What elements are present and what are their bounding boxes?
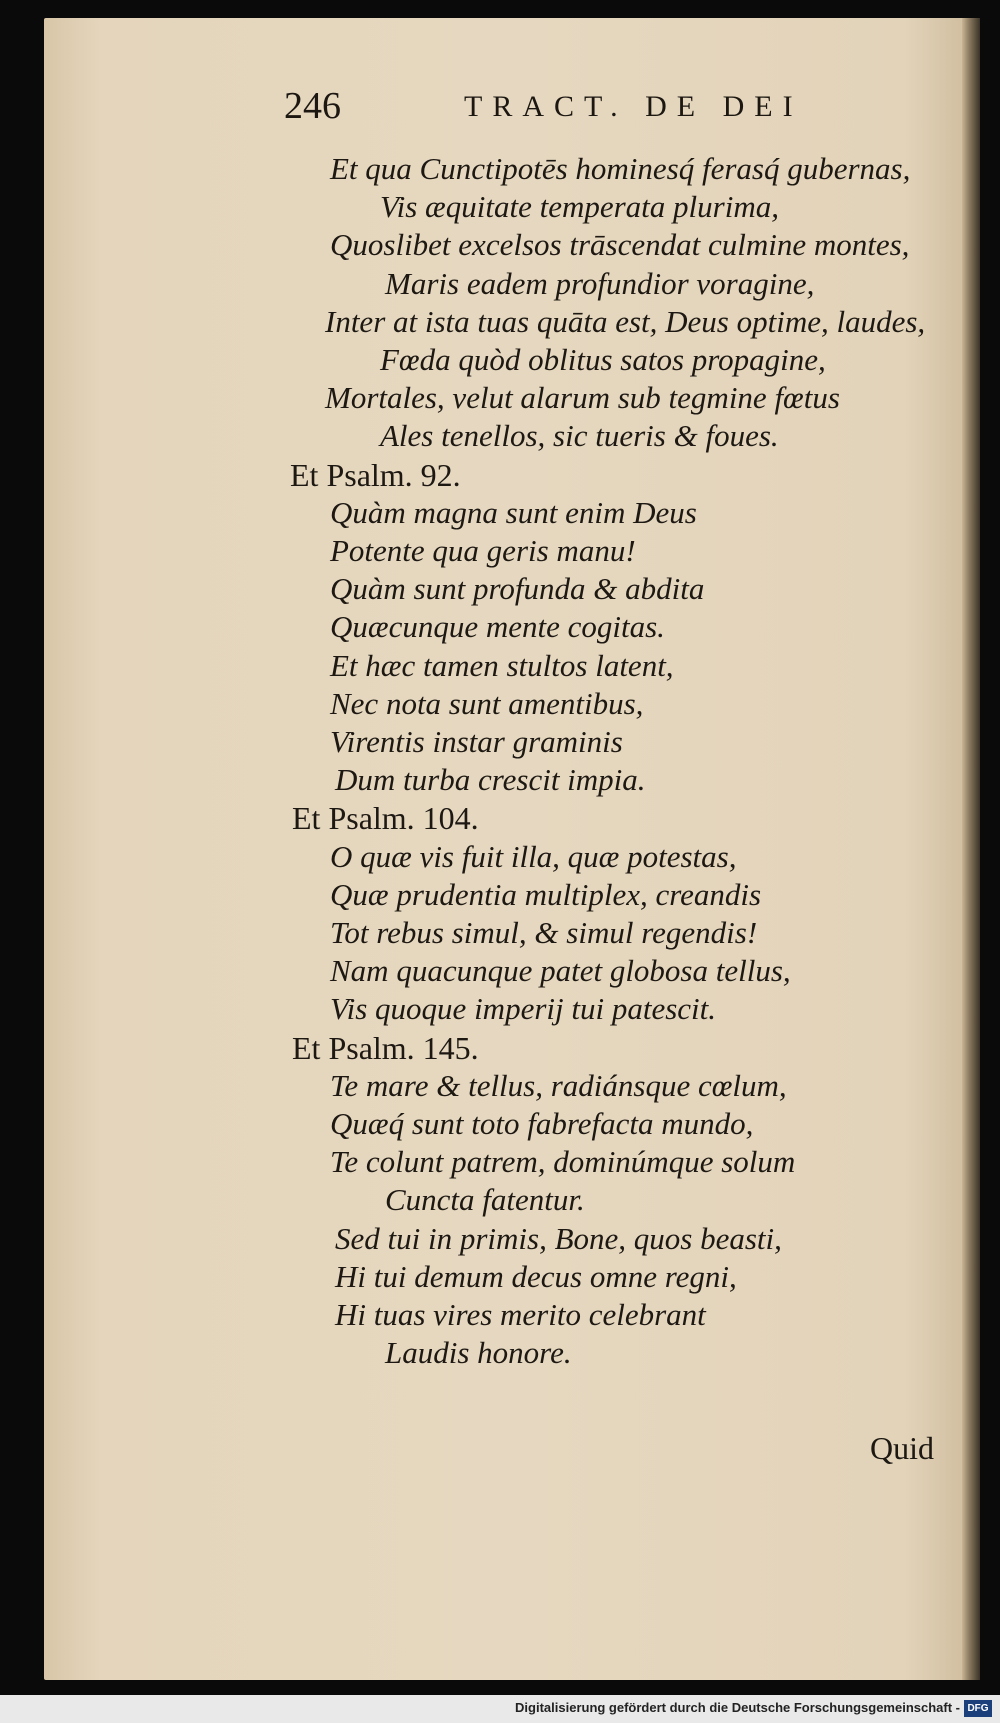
verse-line: Inter at ista tuas quāta est, Deus optime, laudes, xyxy=(325,303,926,339)
verse-line: Ales tenellos, sic tueris & foues. xyxy=(380,418,779,454)
verse-line: Quæcunque mente cogitas. xyxy=(330,609,665,645)
funding-notice: Digitalisierung gefördert durch die Deutsche Forschungsgemeinschaft - xyxy=(515,1700,960,1715)
verse-line: Virentis instar graminis xyxy=(330,724,623,759)
verse-line: Fœda quòd oblitus satos propagine, xyxy=(380,342,826,377)
verse-line: Vis æquitate temperata plurima, xyxy=(380,189,779,225)
running-head xyxy=(44,84,980,134)
verse-line: Quoslibet excelsos trāscendat culmine montes, xyxy=(330,227,910,263)
verse-line: Et qua Cunctipotēs hominesq́ ferasq́ gubernas, xyxy=(330,151,911,186)
verse-line: Potente qua geris manu! xyxy=(330,533,636,568)
verse-line: Hi tui demum decus omne regni, xyxy=(335,1258,737,1294)
psalm-heading: Et Psalm. 104. xyxy=(292,800,479,837)
verse-line: Quàm magna sunt enim Deus xyxy=(330,494,697,530)
footer-bar xyxy=(0,1695,1000,1723)
verse-line: Dum turba crescit impia. xyxy=(335,762,646,798)
verse-line: Mortales, velut alarum sub tegmine fœtus xyxy=(325,380,840,416)
book-page xyxy=(44,18,980,1680)
verse-line: Sed tui in primis, Bone, quos beasti, xyxy=(335,1220,782,1256)
verse-line: Vis quoque imperij tui patescit. xyxy=(330,991,717,1027)
verse-line: Et hæc tamen stultos latent, xyxy=(330,647,674,683)
verse-line: Maris eadem profundior voragine, xyxy=(385,265,815,301)
running-title: TRACT. DE DEI xyxy=(464,90,803,123)
page-number: 246 xyxy=(284,85,341,127)
verse-line: Te colunt patrem, dominúmque solum xyxy=(330,1144,796,1180)
verse-line: Tot rebus simul, & simul regendis! xyxy=(330,915,758,950)
page-edge-shadow xyxy=(962,18,980,1680)
verse-line: Quæ prudentia multiplex, creandis xyxy=(330,876,762,912)
verse-line: Nam quacunque patet globosa tellus, xyxy=(330,953,791,989)
verse-line: Nec nota sunt amentibus, xyxy=(330,685,644,721)
verse-line: Quæq́ sunt toto fabrefacta mundo, xyxy=(330,1106,754,1141)
verse-line: Cuncta fatentur. xyxy=(385,1182,585,1218)
verse-line: Hi tuas vires merito celebrant xyxy=(335,1297,706,1332)
catchword: Quid xyxy=(870,1430,934,1466)
dfg-logo: DFG xyxy=(964,1700,992,1717)
psalm-heading: Et Psalm. 145. xyxy=(292,1029,479,1066)
verse-line: Te mare & tellus, radiánsque cœlum, xyxy=(330,1067,787,1103)
verse-line: Laudis honore. xyxy=(385,1335,572,1371)
psalm-heading: Et Psalm. 92. xyxy=(290,456,461,493)
verse-line: Quàm sunt profunda & abdita xyxy=(330,571,705,607)
verse-line: O quæ vis fuit illa, quæ potestas, xyxy=(330,838,737,874)
